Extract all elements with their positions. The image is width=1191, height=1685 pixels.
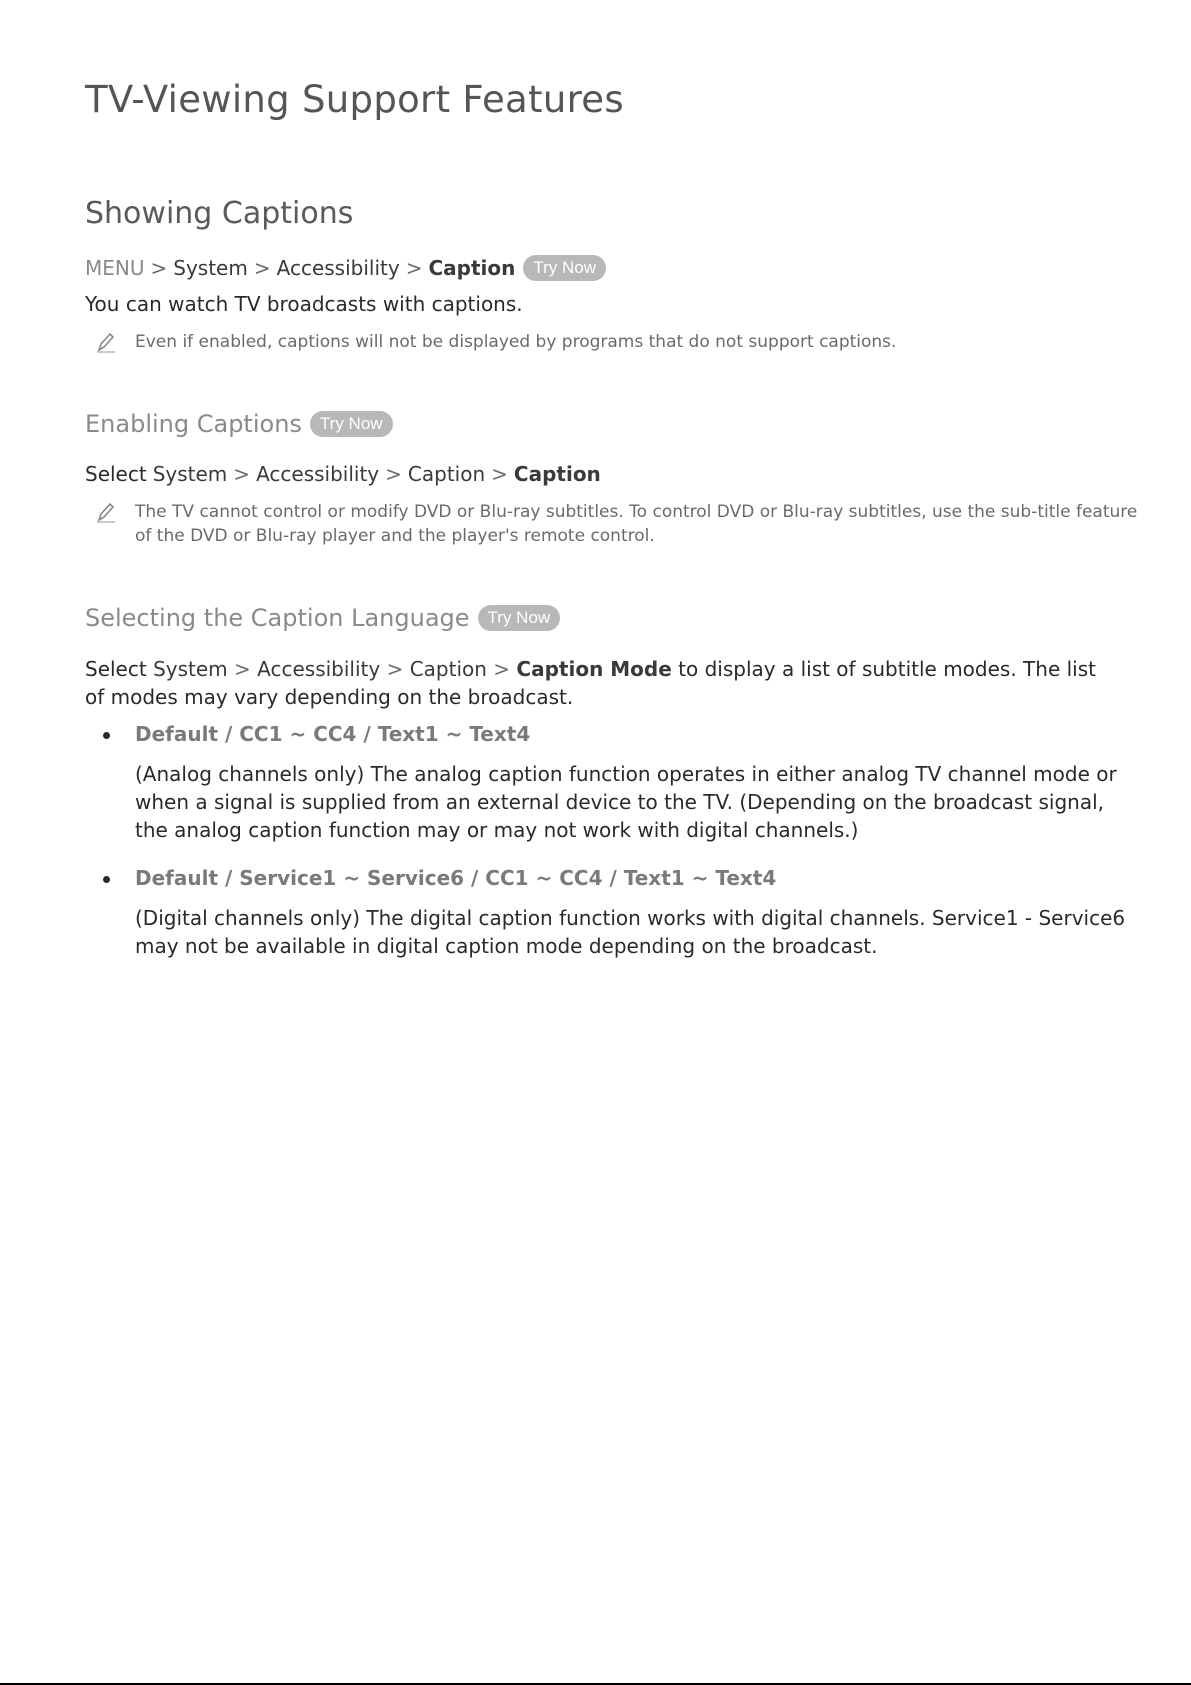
path-item: System — [173, 256, 248, 280]
section-title-enabling-captions — [85, 410, 393, 438]
menu-path-enabling-captions — [85, 462, 601, 486]
pencil-note-icon — [95, 500, 117, 524]
path-item: Caption — [428, 256, 516, 280]
path-item: Caption — [407, 462, 486, 486]
list-item-description: (Digital channels only) The digital caption function works with digital channels. Service1 - Service6 may not be available in digital caption mode depending on the broadcast. — [135, 906, 1126, 958]
path-item: Accessibility — [257, 657, 381, 681]
path-item: Caption — [409, 657, 487, 681]
note-text: The TV cannot control or modify DVD or Blu-ray subtitles. To control DVD or Blu-ray subtitles, use the sub-title feature of the DVD or Blu-ray player and the player's remote control. — [135, 502, 1138, 546]
path-prefix: Select — [85, 657, 147, 681]
path-suffix: to display a list of subtitle modes. The list of modes may vary depending on the broadcast. — [85, 657, 1096, 709]
chevron-right-icon: > — [150, 256, 168, 280]
list-item-label: Default / CC1 ~ CC4 / Text1 ~ Text4 — [135, 722, 531, 746]
path-item: Caption — [513, 462, 601, 486]
chevron-right-icon: > — [386, 657, 404, 681]
try-now-button[interactable]: Try Now — [310, 411, 393, 437]
chevron-right-icon: > — [233, 462, 251, 486]
bullet-icon — [103, 732, 110, 739]
chevron-right-icon: > — [385, 462, 402, 486]
note-captions-support — [85, 330, 1140, 354]
chapter-title: TV-Viewing Support Features — [85, 78, 624, 121]
chevron-right-icon: > — [253, 256, 271, 280]
list-item-description: (Analog channels only) The analog caption function operates in either analog TV channel mode or when a signal is supplied from an external device to the TV. (Depending on the broadcast signal, the analog caption function may or may not work with digital channels.) — [135, 762, 1117, 842]
path-item: Accessibility — [256, 462, 380, 486]
menu-path-showing-captions — [85, 255, 606, 281]
note-text: Even if enabled, captions will not be displayed by programs that do not support captions. — [135, 332, 897, 352]
chevron-right-icon: > — [405, 256, 423, 280]
path-prefix: Select — [85, 462, 147, 486]
section-title-showing-captions: Showing Captions — [85, 196, 354, 231]
try-now-button[interactable]: Try Now — [523, 255, 606, 281]
chevron-right-icon: > — [491, 462, 508, 486]
section-title-caption-language — [85, 604, 560, 632]
bullet-icon — [103, 876, 110, 883]
pencil-note-icon — [95, 330, 117, 354]
path-item: System — [153, 657, 228, 681]
path-item: Accessibility — [276, 256, 400, 280]
path-item: System — [152, 462, 228, 486]
intro-text: You can watch TV broadcasts with captions. — [85, 292, 523, 316]
path-item: Caption Mode — [516, 657, 672, 681]
chevron-right-icon: > — [493, 657, 511, 681]
list-item-label: Default / Service1 ~ Service6 / CC1 ~ CC4 / Text1 ~ Text4 — [135, 866, 777, 890]
try-now-button[interactable]: Try Now — [478, 605, 561, 631]
section-title-text: Selecting the Caption Language — [85, 604, 470, 632]
caption-mode-paragraph — [85, 655, 1115, 711]
chevron-right-icon: > — [234, 657, 251, 681]
section-title-text: Enabling Captions — [85, 410, 302, 438]
note-dvd-subtitles — [85, 500, 1140, 548]
path-item: MENU — [85, 256, 145, 280]
